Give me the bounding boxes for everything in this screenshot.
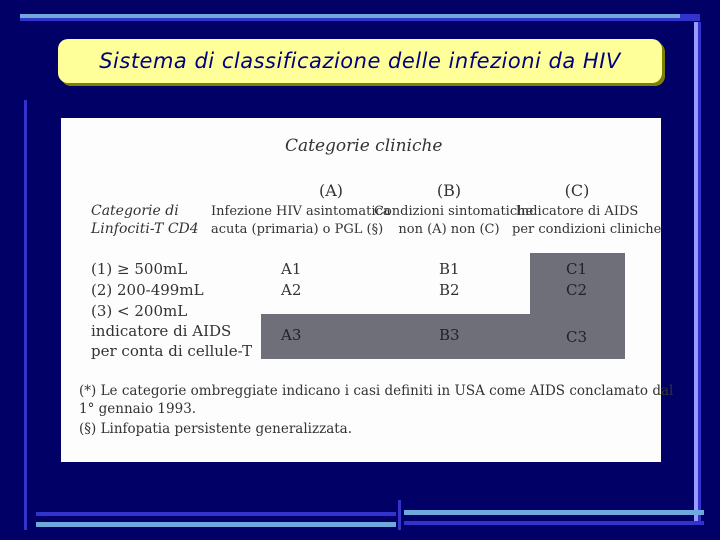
classification-table-figure [61, 118, 674, 462]
top-right-stub [680, 14, 700, 21]
right-bar-blue [698, 22, 701, 522]
cell-a2: A2 [281, 281, 302, 299]
col-b-code: (B) [436, 181, 462, 200]
top-bar-blue [20, 18, 680, 21]
col-c-code: (C) [564, 181, 590, 200]
title-banner [58, 39, 662, 83]
col-c-line-2: per condizioni cliniche [512, 222, 662, 237]
footnote-1: (*) Le categorie ombreggiate indicano i casi definiti in USA come AIDS conclamato dal [79, 383, 674, 399]
col-a-code: (A) [318, 181, 344, 200]
bottom-bar-left-cyan [36, 522, 396, 527]
row-3-label: (3) < 200mL [91, 302, 188, 320]
cell-a1: A1 [281, 260, 302, 278]
bottom-divider [398, 500, 401, 530]
cell-a3: A3 [281, 326, 302, 344]
col-b-line-2: non (A) non (C) [398, 222, 500, 237]
cell-c3: C3 [566, 328, 588, 346]
row-5-label: per conta di cellule-T [91, 342, 253, 360]
cell-c1: C1 [566, 260, 588, 278]
cell-c2: C2 [566, 281, 588, 299]
cell-b1: B1 [439, 260, 460, 278]
row-4-label: indicatore di AIDS [91, 322, 232, 340]
bottom-bar-right-blue [404, 521, 704, 525]
row-1-label: (1) ≥ 500mL [91, 260, 188, 278]
footnote-2: (§) Linfopatia persistente generalizzata. [79, 421, 353, 437]
cell-b3: B3 [439, 326, 460, 344]
slide-title: Sistema di classificazione delle infezioni da HIV [99, 49, 621, 73]
bottom-bar-left [36, 512, 396, 516]
col-b-line-1: Condizioni sintomatiche [374, 204, 534, 219]
footnote-1-cont: 1° gennaio 1993. [79, 401, 197, 417]
figure-heading: Categorie cliniche [285, 136, 443, 156]
row-header-line-1: Categorie di [91, 203, 179, 219]
row-header-line-2: Linfociti-T CD4 [91, 221, 199, 237]
col-c-line-1: Indicatore di AIDS [515, 204, 639, 219]
bottom-bar-right [404, 510, 704, 515]
row-2-label: (2) 200-499mL [91, 281, 204, 299]
col-a-line-1: Infezione HIV asintomatica [211, 204, 391, 219]
cell-b2: B2 [439, 281, 460, 299]
left-bar [24, 100, 27, 530]
col-a-line-2: acuta (primaria) o PGL (§) [211, 222, 384, 237]
